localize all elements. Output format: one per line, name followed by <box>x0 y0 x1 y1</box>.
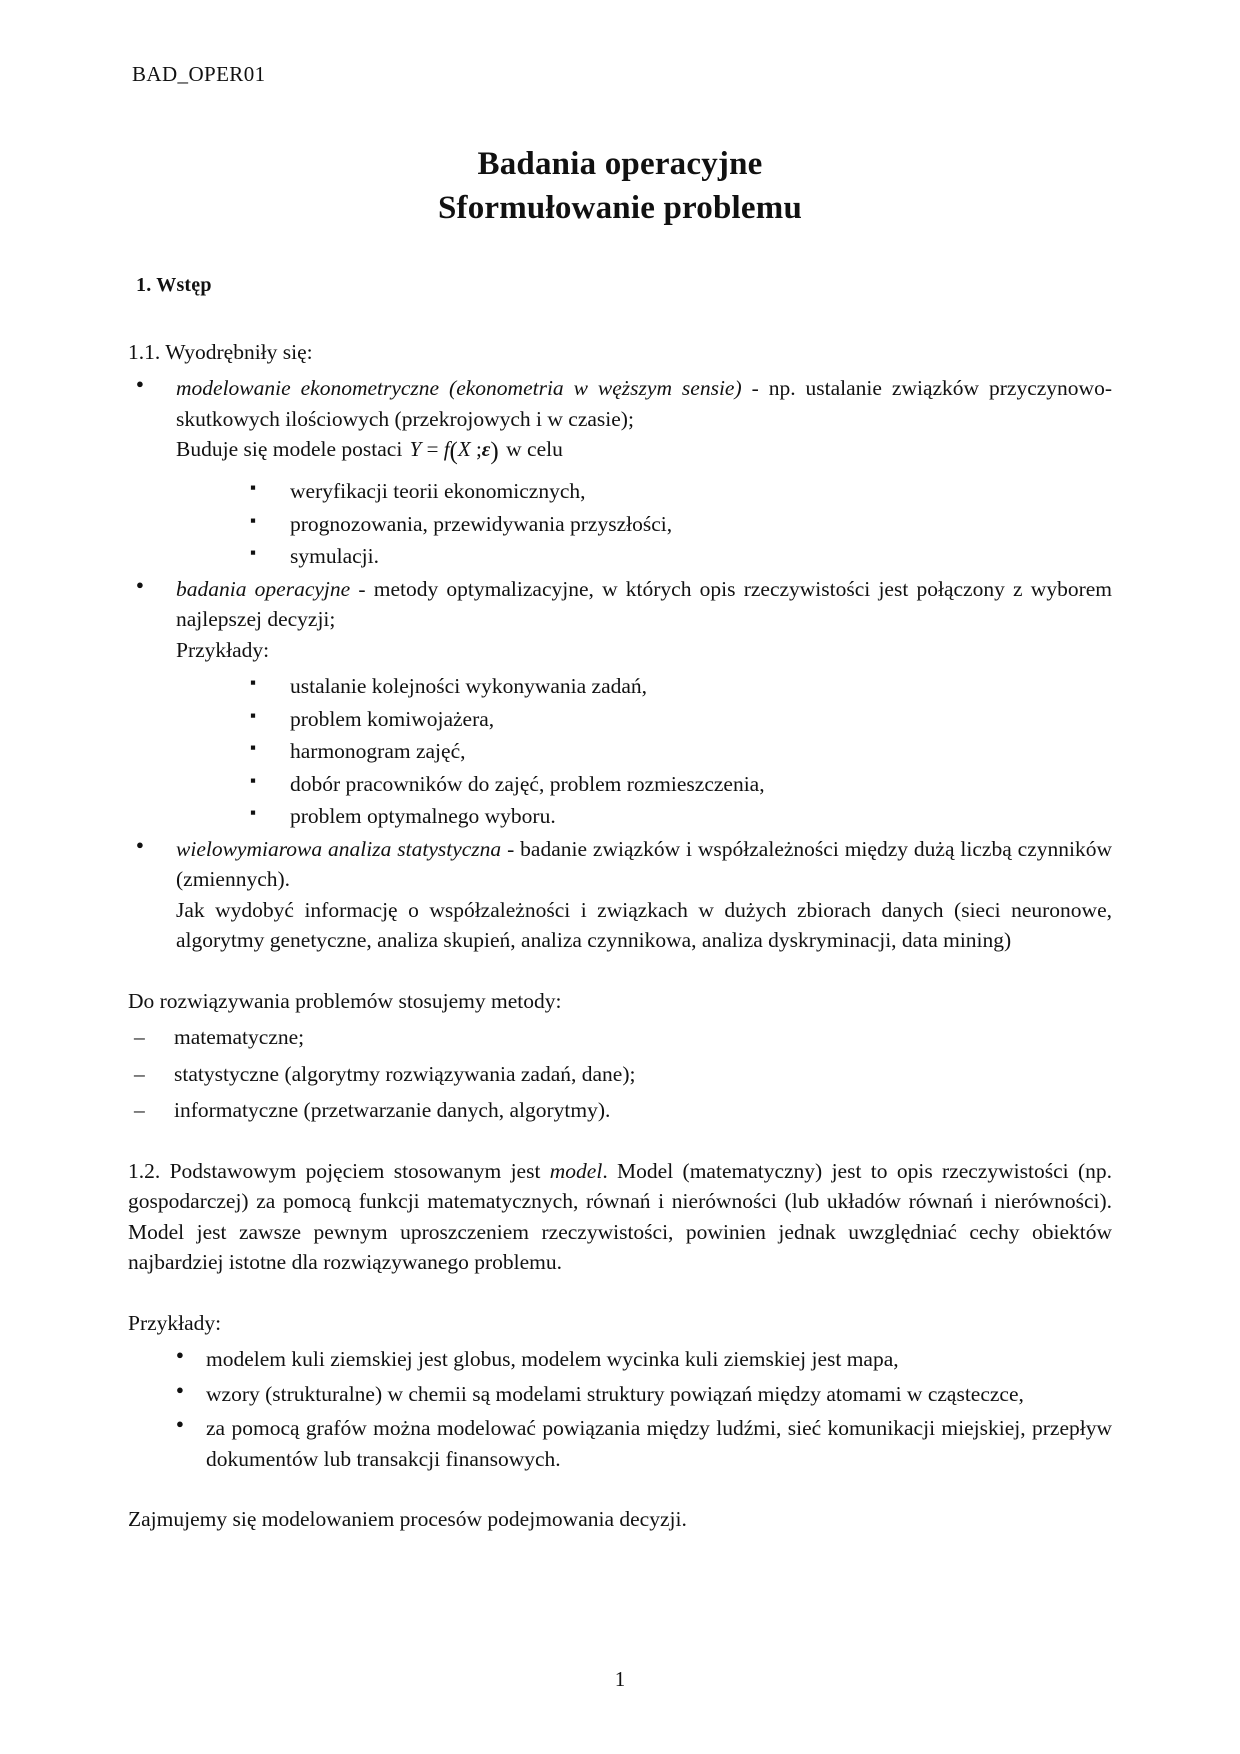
paragraph-part-2: . Model (matematyczny) jest to opis rzeczywistości (np. gospodarczej) za pomocą funkcji matematycznych, równań i nierówności (lub układów równań i nierówności). Model jest zawsze pewnym uproszczeniem rzeczywistości, powinien jednak uwzględniać cechy obiektów najbardziej istotne dla rozwiązywanego problemu. <box>128 1158 1112 1275</box>
formula-open-paren: ( <box>449 438 458 466</box>
list-item: ▪ prognozowania, przewidywania przyszłości, <box>176 509 1112 540</box>
list-item: – statystyczne (algorytmy rozwiązywania zadań, dane); <box>128 1059 1112 1090</box>
methods-intro: Do rozwiązywania problemów stosujemy metody: <box>128 988 562 1013</box>
list-item: ● modelem kuli ziemskiej jest globus, modelem wycinka kuli ziemskiej jest mapa, <box>128 1344 1112 1375</box>
sub-bullet-list-1 <box>176 476 1112 572</box>
examples-heading: Przykłady: <box>128 1310 222 1335</box>
methods-list <box>128 1022 1112 1126</box>
subsection-1-1-intro: 1.1. Wyodrębniły się: <box>128 339 313 364</box>
paragraph-keyword-model: model <box>549 1158 603 1183</box>
list-item: ▪ problem komiwojażera, <box>176 704 1112 735</box>
formula-lhs: Y <box>409 437 422 462</box>
list-item: ● za pomocą grafów można modelować powiązania między ludźmi, sieć komunikacji miejskiej, przepływ dokumentów lub transakcji finansowych. <box>128 1413 1112 1474</box>
closing-statement: Zajmujemy się modelowaniem procesów podejmowania decyzji. <box>128 1507 687 1532</box>
formula-equals: = <box>426 437 439 462</box>
list-item: ● wzory (strukturalne) w chemii są modelami struktury powiązań między atomami w cząsteczce, <box>128 1379 1112 1410</box>
subsection-1-2-paragraph <box>128 1156 1112 1278</box>
list-item: ▪ harmonogram zajęć, <box>176 736 1112 767</box>
formula-intro-after: w celu <box>506 437 563 462</box>
model-formula <box>408 437 501 466</box>
bullet-3-lead: wielowymiarowa analiza statystyczna <box>176 836 502 861</box>
bullet-2-examples-label: Przykłady: <box>176 637 270 662</box>
bullet-1-rest: - np. ustalanie związków przyczynowo-skutkowych ilościowych (przekrojowych i w czasie); <box>176 376 1112 431</box>
document-title <box>128 143 1112 231</box>
list-item <box>128 834 1112 956</box>
document-code: BAD_OPER01 <box>132 62 266 86</box>
bullet-2-rest: - metody optymalizacyjne, w których opis rzeczywistości jest połączony z wyborem najlepszej decyzji; <box>176 576 1112 632</box>
paragraph-part-1: 1.2. Podstawowym pojęciem stosowanym jest <box>128 1158 550 1183</box>
list-item: ▪ symulacji. <box>176 541 1112 572</box>
formula-epsilon: ε <box>481 437 491 462</box>
formula-separator: ; <box>475 437 482 462</box>
page-number: 1 <box>614 1667 626 1691</box>
formula-function: f <box>443 437 450 462</box>
title-line-2: Sformułowanie problemu <box>437 190 803 227</box>
formula-close-paren: ) <box>490 438 499 466</box>
list-item: ▪ dobór pracowników do zajęć, problem rozmieszczenia, <box>176 769 1112 800</box>
formula-argument: X <box>457 437 471 462</box>
list-item: ▪ ustalanie kolejności wykonywania zadań, <box>176 671 1112 702</box>
main-bullet-list <box>128 373 1112 955</box>
bullet-2-lead: badania operacyjne <box>176 576 351 601</box>
list-item: – informatyczne (przetwarzanie danych, algorytmy). <box>128 1095 1112 1126</box>
list-item <box>128 574 1112 832</box>
heading-section-1: 1. Wstęp <box>136 273 212 296</box>
bullet-1-lead: modelowanie ekonometryczne (ekonometria w węższym sensie) <box>176 376 742 401</box>
bullet-1-formula-line <box>176 434 1112 470</box>
list-item <box>128 373 1112 571</box>
bullet-3-note: Jak wydobyć informację o współzależności i związkach w dużych zbiorach danych (sieci neuronowe, algorytmy genetyczne, analiza skupień, analiza czynnikowa, analiza dyskryminacji, data mining) <box>176 897 1112 953</box>
examples-list <box>128 1344 1112 1474</box>
sub-bullet-list-2 <box>176 671 1112 832</box>
title-line-1: Badania operacyjne <box>477 146 763 183</box>
formula-intro-before: Buduje się modele postaci <box>176 437 403 462</box>
list-item: ▪ problem optymalnego wyboru. <box>176 801 1112 832</box>
bullet-3-rest: - badanie związków i współzależności między dużą liczbą czynników (zmiennych). <box>176 836 1112 892</box>
list-item: ▪ weryfikacji teorii ekonomicznych, <box>176 476 1112 507</box>
list-item: – matematyczne; <box>128 1022 1112 1053</box>
